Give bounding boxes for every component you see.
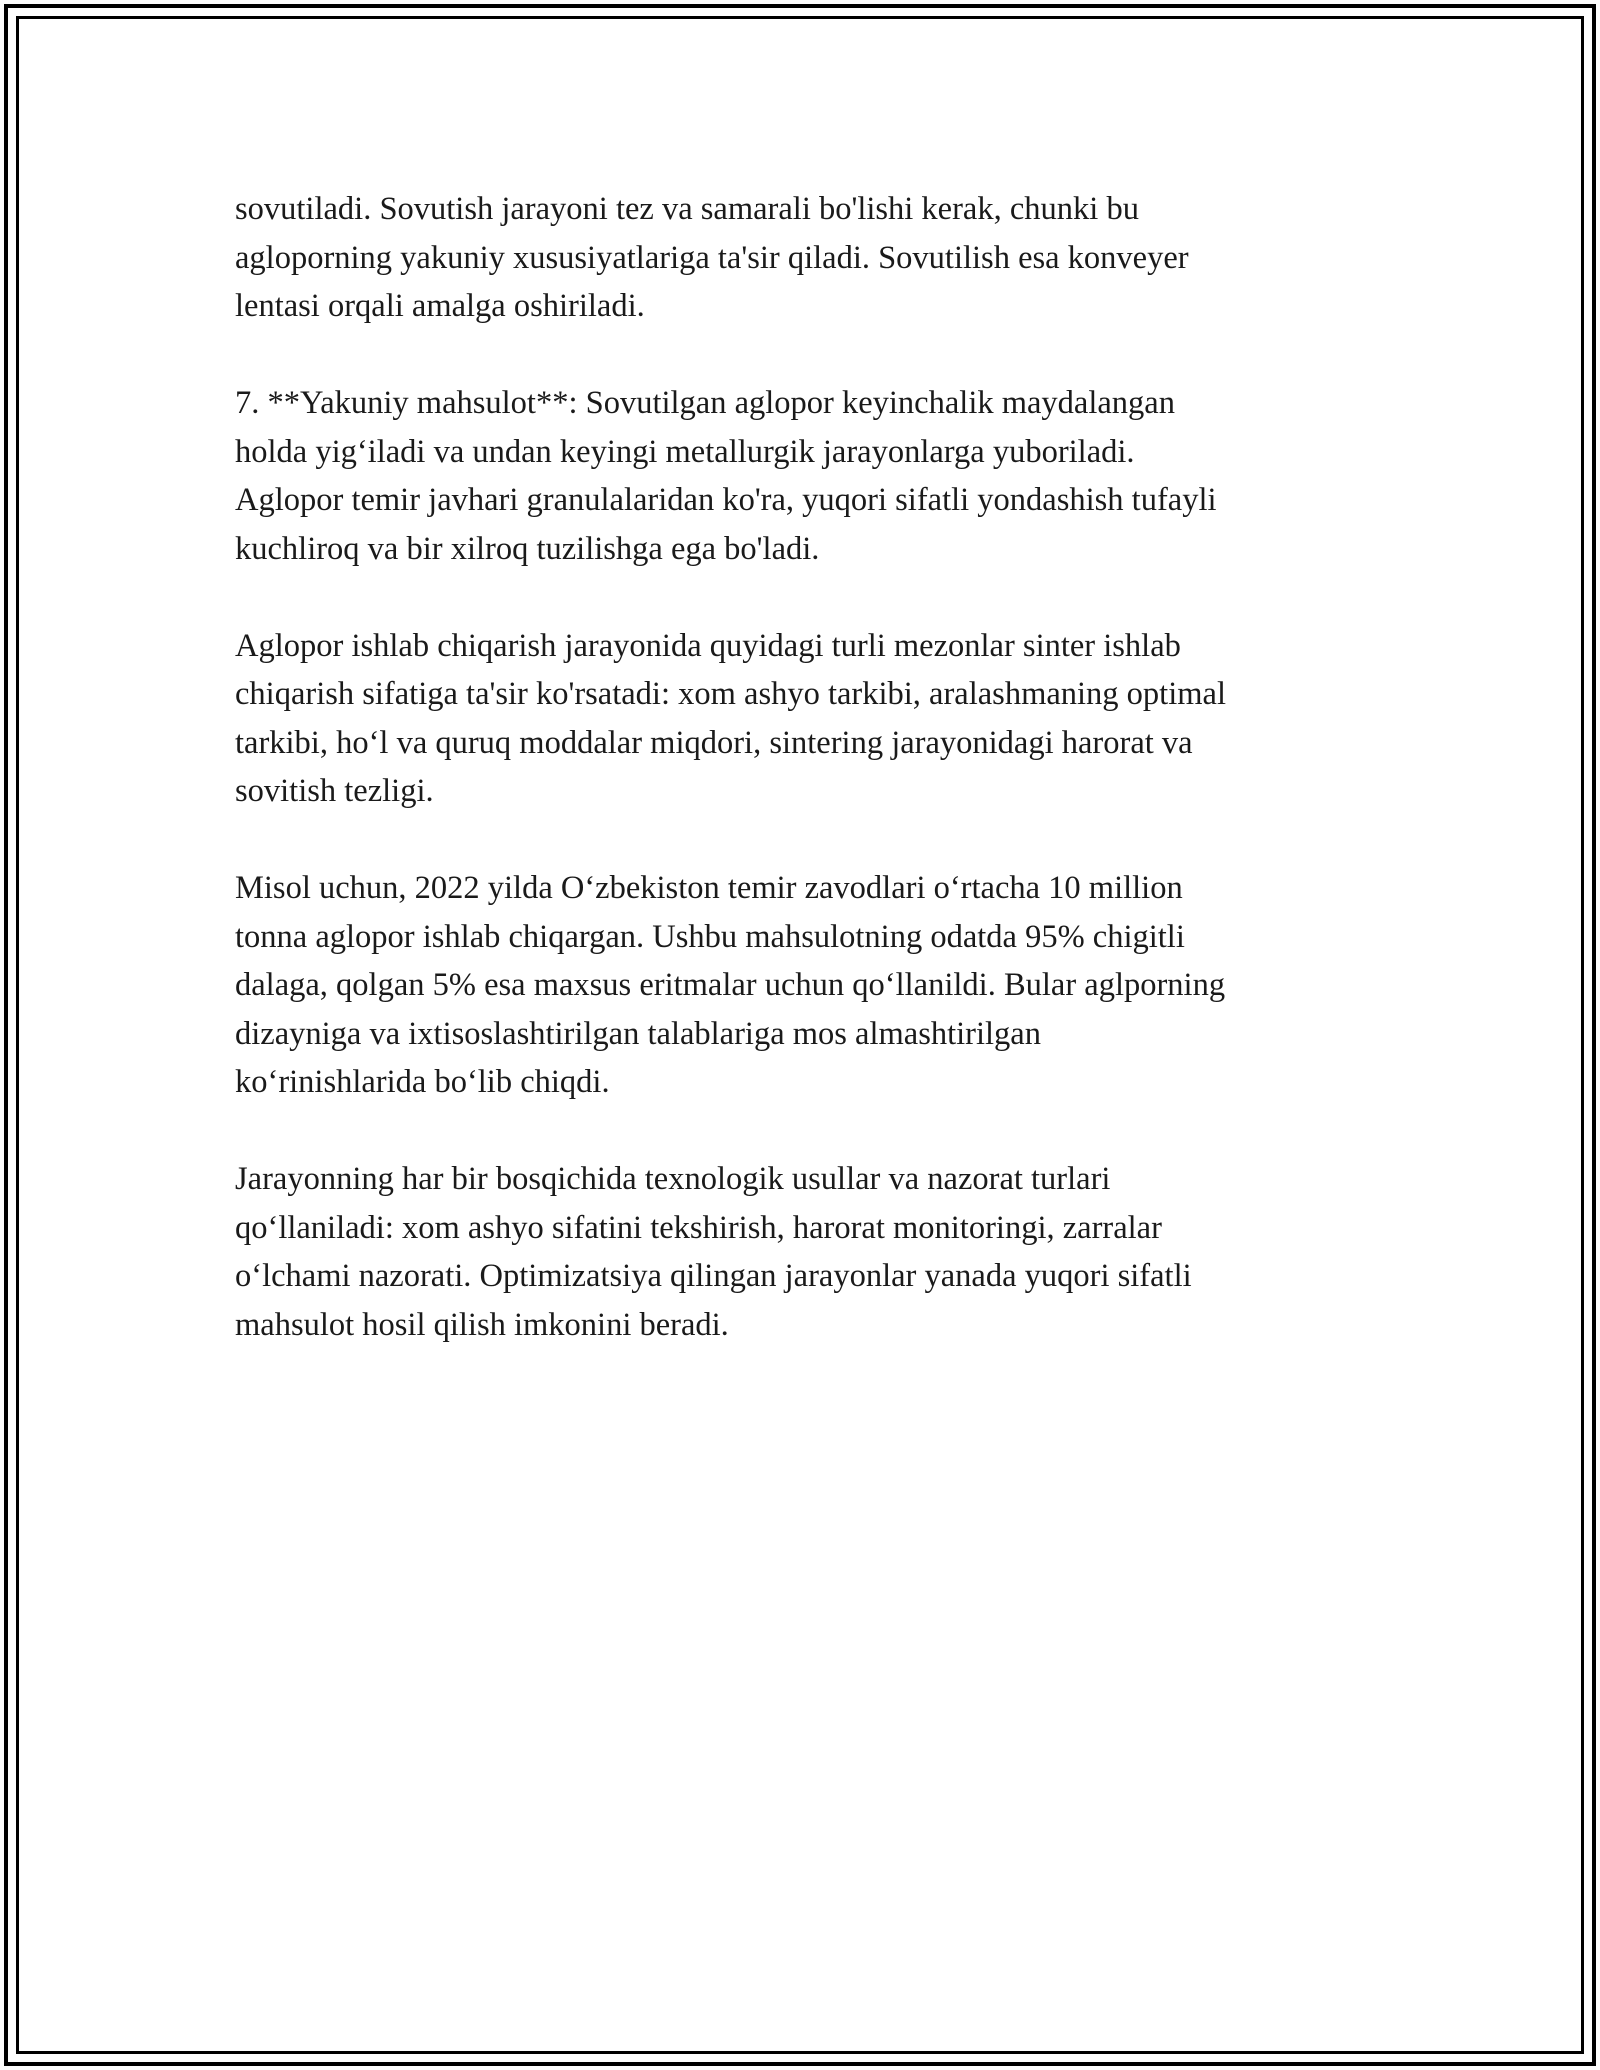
paragraph-quality-criteria: Aglopor ishlab chiqarish jarayonida quyidagi turli mezonlar sinter ishlab chiqarish sifatiga ta'sir ko'rsatadi: xom ashyo tarkibi, aralashmaning optimal tarkibi, ho‘l va quruq moddalar miqdori, sintering jarayonidagi harorat va sovitish tezligi. [235, 627, 1226, 809]
paragraph-production-example: Misol uchun, 2022 yilda O‘zbekiston temir zavodlari o‘rtacha 10 million tonna aglopor ishlab chiqargan. Ushbu mahsulotning odatda 95% chigitli dalaga, qolgan 5% esa maxsus eritmalar uchun qo‘llanildi. Bular aglporning dizayniga va ixtisoslashtirilgan talablariga mos almashtirilgan ko‘rinishlarida bo‘lib chiqdi. [235, 870, 1226, 1100]
paragraph-process-control: Jarayonning har bir bosqichida texnologik usullar va nazorat turlari qo‘llaniladi: xom ashyo sifatini tekshirish, harorat monitoringi, zarralar o‘lchami nazorati. Optimizatsiya qilingan jarayonlar yanada yuqori sifatli mahsulot hosil qilish imkonini beradi. [235, 1161, 1192, 1343]
document-body [235, 185, 1375, 1398]
paragraph-cooling: sovutiladi. Sovutish jarayoni tez va samarali bo'lishi kerak, chunki bu aglоporning yakuniy xususiyatlariga ta'sir qiladi. Sovutilish esa konveyer lentasi orqali amalga oshiriladi. [235, 191, 1189, 324]
paragraph-final-product: 7. **Yakuniy mahsulot**: Sovutilgan aglopor keyinchalik maydalangan holda yig‘iladi va undan keyingi metallurgik jarayonlarga yuboriladi. Aglopor temir javhari granulalaridan ko'ra, yuqori sifatli yondashish tufayli kuchliroq va bir xilroq tuzilishga ega bo'ladi. [235, 385, 1217, 567]
